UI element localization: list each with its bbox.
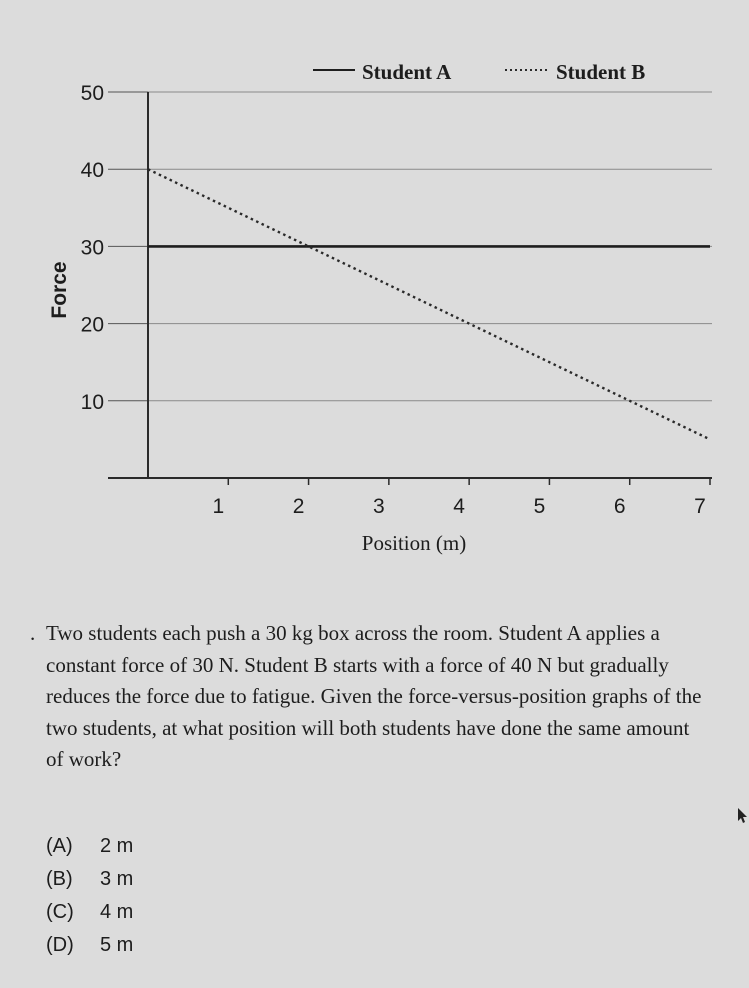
legend-label-student-b: Student B bbox=[556, 60, 646, 84]
choice-value: 2 m bbox=[100, 835, 134, 857]
y-tick-label-40: 40 bbox=[80, 159, 104, 183]
series-lines bbox=[148, 169, 710, 439]
series-line-student-b bbox=[148, 169, 710, 439]
grid-lines bbox=[108, 92, 712, 485]
question-text: Two students each push a 30 kg box across the room. Student A applies a constant force of 30 N. Student B starts with a force of 40 N but gradually reduces the force due to fatigue. Given the force-versus-position graphs of the two students, at what position will both students have done the same amount of work? bbox=[46, 621, 702, 771]
axes bbox=[108, 92, 712, 478]
choice-c[interactable] bbox=[46, 896, 133, 929]
choice-letter: (D) bbox=[46, 934, 74, 956]
choice-value: 3 m bbox=[100, 868, 134, 890]
y-tick-labels bbox=[81, 82, 104, 414]
choice-value: 4 m bbox=[100, 901, 134, 923]
x-tick-label-6: 6 bbox=[613, 495, 626, 518]
x-tick-label-1: 1 bbox=[212, 495, 225, 518]
x-tick-label-5: 5 bbox=[533, 495, 546, 518]
answer-choices bbox=[46, 830, 133, 962]
cursor-icon bbox=[738, 808, 748, 824]
x-tick-label-4: 4 bbox=[453, 495, 465, 518]
y-tick-label-20: 20 bbox=[80, 313, 104, 337]
x-tick-label-3: 3 bbox=[373, 495, 385, 518]
x-tick-label-2: 2 bbox=[292, 495, 305, 518]
x-axis-label: Position (m) bbox=[361, 531, 467, 555]
x-tick-labels bbox=[212, 495, 705, 518]
question-bullet: . bbox=[30, 621, 36, 645]
choice-letter: (A) bbox=[46, 835, 73, 857]
choice-letter: (B) bbox=[46, 868, 73, 890]
choice-letter: (C) bbox=[46, 901, 74, 923]
y-tick-label-10: 10 bbox=[80, 390, 104, 414]
choice-a[interactable] bbox=[46, 830, 133, 863]
y-axis-label: Force bbox=[48, 261, 71, 319]
x-tick-label-7: 7 bbox=[694, 495, 706, 518]
y-tick-label-50: 50 bbox=[80, 82, 104, 105]
choice-value: 5 m bbox=[100, 934, 134, 956]
choice-d[interactable] bbox=[46, 929, 133, 962]
legend bbox=[313, 60, 645, 84]
legend-label-student-a: Student A bbox=[362, 60, 452, 84]
choice-b[interactable] bbox=[46, 863, 133, 896]
y-tick-label-30: 30 bbox=[80, 236, 104, 260]
